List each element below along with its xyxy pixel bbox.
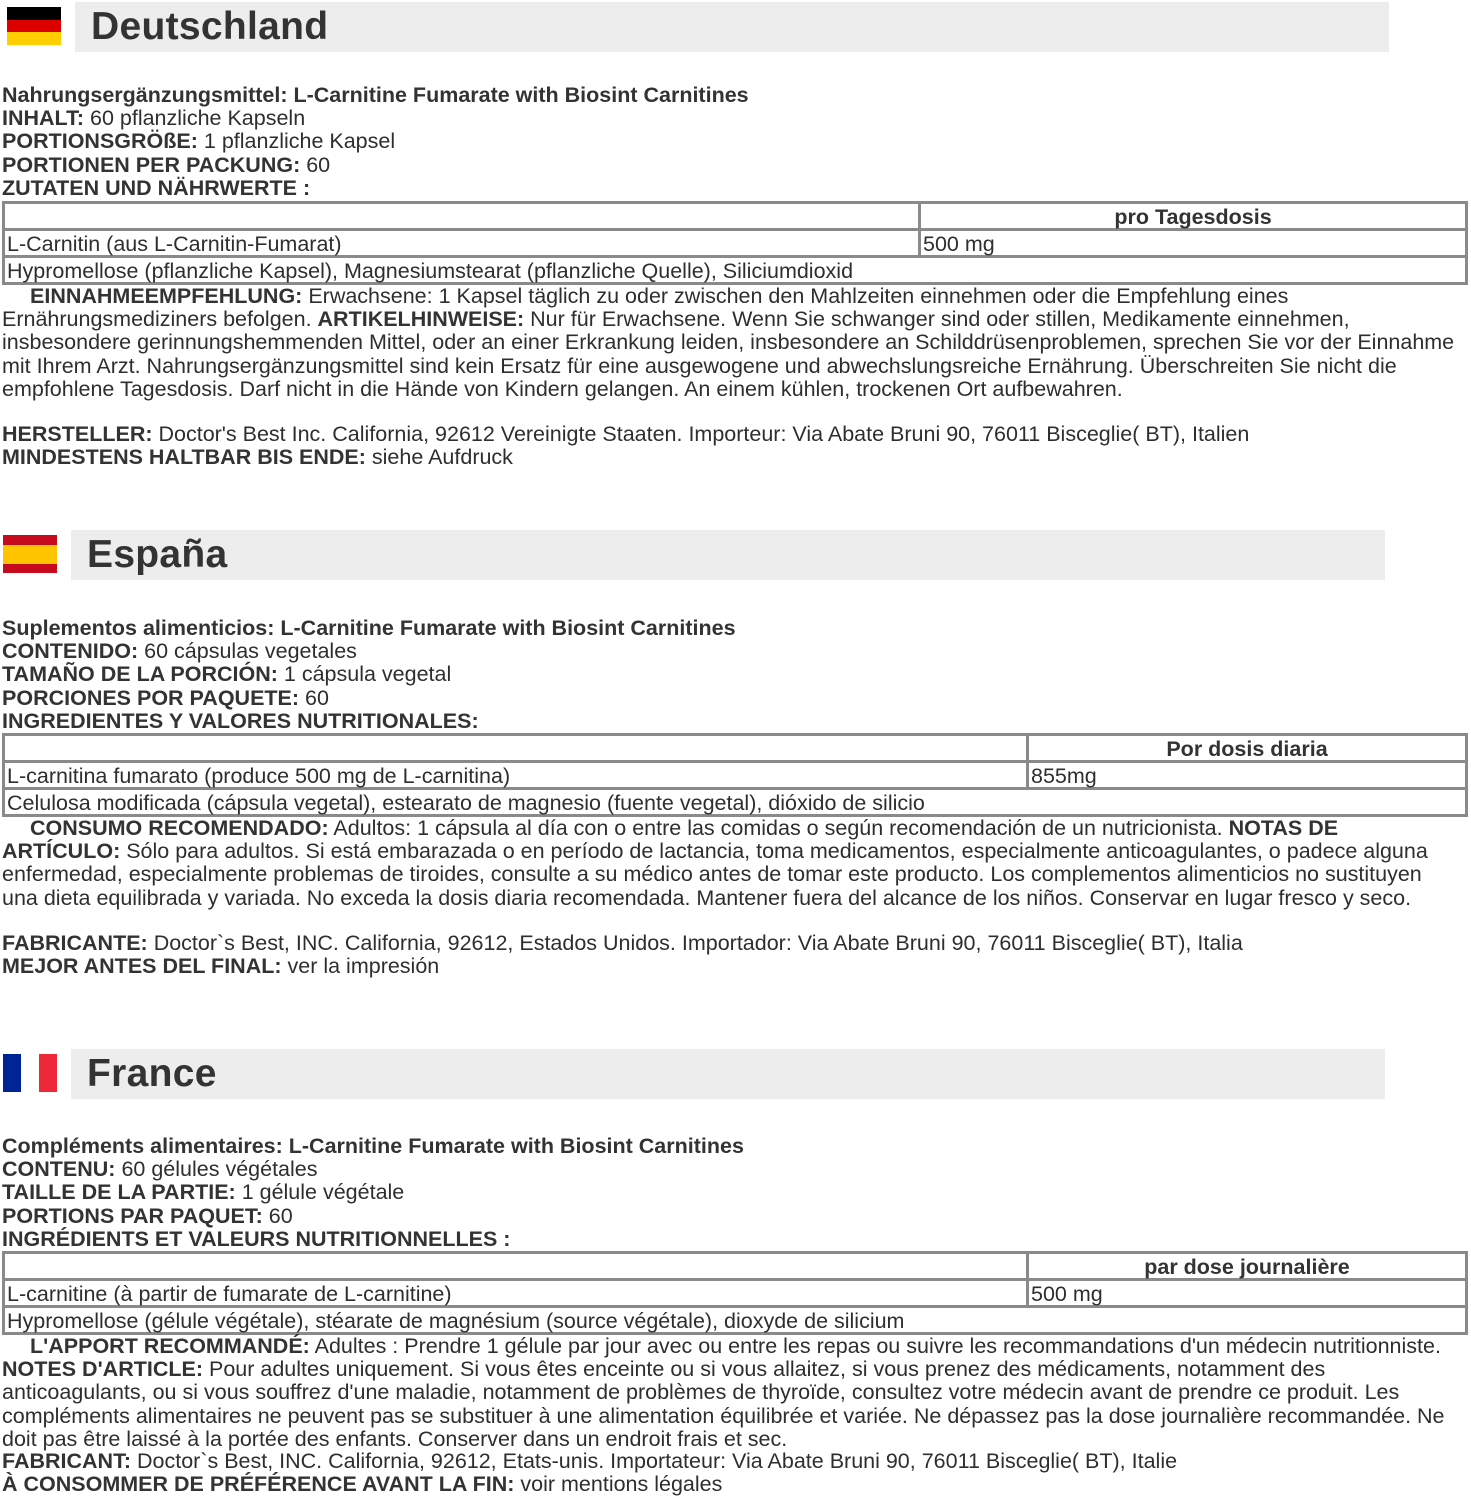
france-flag-icon (3, 1054, 57, 1092)
manufacturer-line: HERSTELLER: Doctor's Best Inc. California, 92612 Vereinigte Staaten. Importeur: Via Abate Bruni 90, 76011 Bisceglie( BT), Italien (2, 422, 1250, 446)
field-content: INHALT: 60 pflanzliche Kapseln (2, 106, 306, 131)
field-serving-size: TAMAÑO DE LA PORCIÓN: 1 cápsula vegetal (2, 662, 452, 687)
field-servings: PORTIONEN PER PACKUNG: 60 (2, 152, 331, 177)
best-before-line: MINDESTENS HALTBAR BIS ENDE: siehe Aufdruck (2, 445, 513, 470)
field-servings: PORCIONES POR PAQUETE: 60 (2, 685, 329, 710)
field-ingredients-heading: ZUTATEN UND NÄHRWERTE : (2, 175, 311, 200)
nutrition-table (2, 201, 1468, 285)
table-ingredient: L-carnitine (à partir de fumarate de L-carnitine) (4, 1280, 1028, 1307)
recommendation-paragraph: CONSUMO RECOMENDADO: Adultos: 1 cápsula al día con o entre las comidas o según recomendación de un nutricionista. NOTAS DE ARTÍCULO: Sólo para adultos. Si está embarazada o en período de lactancia, toma medicamentos, especialmente anticoagulantes, o padece alguna enfermedad, especialmente problemas de tiroides, consulte a su médico antes de tomar este producto. Los complementos alimenticios no sustituyen una dieta equilibrada y variada. No exceda la dosis diaria recomendada. Mantener fuera del alcance de los niños. Conservar en lugar fresco y seco. (2, 816, 1428, 910)
recommendation-paragraph: EINNAHMEEMPFEHLUNG: Erwachsene: 1 Kapsel täglich zu oder zwischen den Mahlzeiten einnehmen oder die Empfehlung eines Ernährungsmediziners befolgen. ARTIKELHINWEISE: Nur für Erwachsene. Wenn Sie schwanger sind oder stillen, Medikamente einnehmen, insbesondere gerinnungshemmenden Mittel, oder an einer Erkrankung leiden, insbesondere an Schilddrüsenproblemen, sprechen Sie vor der Einnahme mit Ihrem Arzt. Nahrungsergänzungsmittel sind kein Ersatz für eine ausgewogene und abwechslungsreiche Ernährung. Überschreiten Sie nicht die empfohlene Tagesdosis. Darf nicht in die Hände von Kindern gelangen. An einem kühlen, trockenen Ort aufbewahren. (2, 284, 1455, 401)
table-ingredient: L-Carnitin (aus L-Carnitin-Fumarat) (4, 230, 920, 257)
country-title: Deutschland (91, 5, 329, 48)
nutrition-table (2, 733, 1468, 817)
country-title-band (71, 530, 1385, 580)
table-amount: 855mg (1028, 762, 1467, 789)
manufacturer-line: FABRICANTE: Doctor`s Best, INC. California, 92612, Estados Unidos. Importador: Via Abate Bruni 90, 76011 Bisceglie( BT), Italia (2, 931, 1243, 955)
manufacturer-info (2, 1450, 1459, 1496)
table-header-dose: Por dosis diaria (1028, 735, 1467, 762)
field-content: CONTENU: 60 gélules végétales (2, 1157, 318, 1182)
field-content: CONTENIDO: 60 cápsulas vegetales (2, 639, 357, 664)
product-info (2, 617, 1459, 733)
product-line: Suplementos alimenticios: L-Carnitine Fumarate with Biosint Carnitines (2, 616, 736, 640)
table-other-ingredients: Hypromellose (pflanzliche Kapsel), Magnesiumstearat (pflanzliche Quelle), Siliciumdioxid (4, 257, 1467, 284)
table-header-dose: pro Tagesdosis (920, 203, 1467, 230)
best-before-line: MEJOR ANTES DEL FINAL: ver la impresión (2, 954, 440, 979)
field-ingredients-heading: INGRÉDIENTS ET VALEURS NUTRITIONNELLES : (2, 1226, 511, 1251)
germany-flag-icon (7, 7, 61, 45)
manufacturer-info (2, 423, 1459, 469)
section-germany (0, 0, 1471, 480)
section-spain (0, 527, 1471, 987)
table-amount: 500 mg (1028, 1280, 1467, 1307)
spain-flag-icon (3, 535, 57, 573)
country-title: France (87, 1052, 217, 1095)
field-serving-size: PORTIONSGRÖßE: 1 pflanzliche Kapsel (2, 129, 396, 154)
table-ingredient: L-carnitina fumarato (produce 500 mg de L-carnitina) (4, 762, 1028, 789)
field-servings: PORTIONS PAR PAQUET: 60 (2, 1203, 293, 1228)
nutrition-table (2, 1251, 1468, 1335)
country-title: España (87, 533, 228, 576)
table-amount: 500 mg (920, 230, 1467, 257)
product-info (2, 1135, 1459, 1251)
product-info (2, 84, 1459, 200)
manufacturer-line: FABRICANT: Doctor`s Best, INC. California, 92612, Etats-unis. Importateur: Via Abate Bruni 90, 76011 Bisceglie( BT), Italie (2, 1449, 1178, 1473)
product-line: Nahrungsergänzungsmittel: L-Carnitine Fumarate with Biosint Carnitines (2, 83, 749, 107)
best-before-line: À CONSOMMER DE PRÉFÉRENCE AVANT LA FIN: voir mentions légales (2, 1472, 723, 1497)
section-france (0, 1046, 1471, 1500)
field-ingredients-heading: INGREDIENTES Y VALORES NUTRITIONALES: (2, 708, 479, 733)
table-other-ingredients: Celulosa modificada (cápsula vegetal), estearato de magnesio (fuente vegetal), dióxido de silicio (4, 789, 1467, 816)
table-header-dose: par dose journalière (1028, 1253, 1467, 1280)
product-line: Compléments alimentaires: L-Carnitine Fumarate with Biosint Carnitines (2, 1134, 744, 1158)
recommendation-paragraph: L'APPORT RECOMMANDÉ: Adultes : Prendre 1 gélule par jour avec ou entre les repas ou suivre les recommandations d'un médecin nutritionniste. NOTES D'ARTICLE: Pour adultes uniquement. Si vous êtes enceinte ou si vous allaitez, si vous prenez des médicaments, notamment des anticoagulants, ou si vous souffrez d'une maladie, notamment de problèmes de thyroïde, consultez votre médecin avant de prendre ce produit. Les compléments alimentaires ne peuvent pas se substituer à une alimentation équilibrée et variée. Ne dépassez pas la dose journalière recommandée. Ne doit pas être laissé à la portée des enfants. Conserver dans un endroit frais et sec. (2, 1334, 1445, 1451)
manufacturer-info (2, 932, 1459, 978)
country-title-band (75, 2, 1389, 52)
country-title-band (71, 1049, 1385, 1099)
table-other-ingredients: Hypromellose (gélule végétale), stéarate de magnésium (source végétale), dioxyde de silicium (4, 1307, 1467, 1334)
field-serving-size: TAILLE DE LA PARTIE: 1 gélule végétale (2, 1180, 405, 1205)
